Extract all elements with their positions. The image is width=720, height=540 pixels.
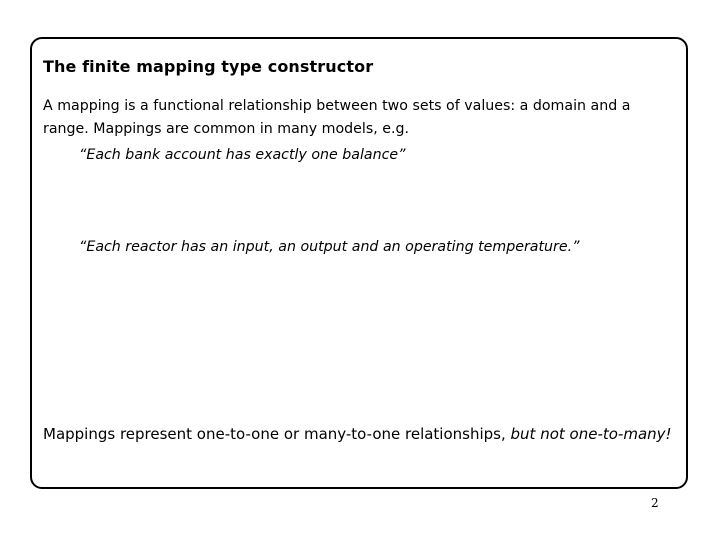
conclusion-text: Mappings represent one-to-one or many-to-one relationships, xyxy=(43,425,511,443)
intro-paragraph: A mapping is a functional relationship between two sets of values: a domain and a range. Mappings are common in many models, e.g. xyxy=(43,98,631,137)
conclusion-emphasis: but not one-to-many! xyxy=(510,425,672,443)
example-quote-reactor: “Each reactor has an input, an output and an operating temperature.” xyxy=(79,239,580,255)
conclusion-paragraph xyxy=(43,423,673,446)
slide-title: The finite mapping type constructor xyxy=(43,57,374,76)
page-number: 2 xyxy=(651,496,659,510)
example-quote-bank-account: “Each bank account has exactly one balance” xyxy=(79,147,406,163)
